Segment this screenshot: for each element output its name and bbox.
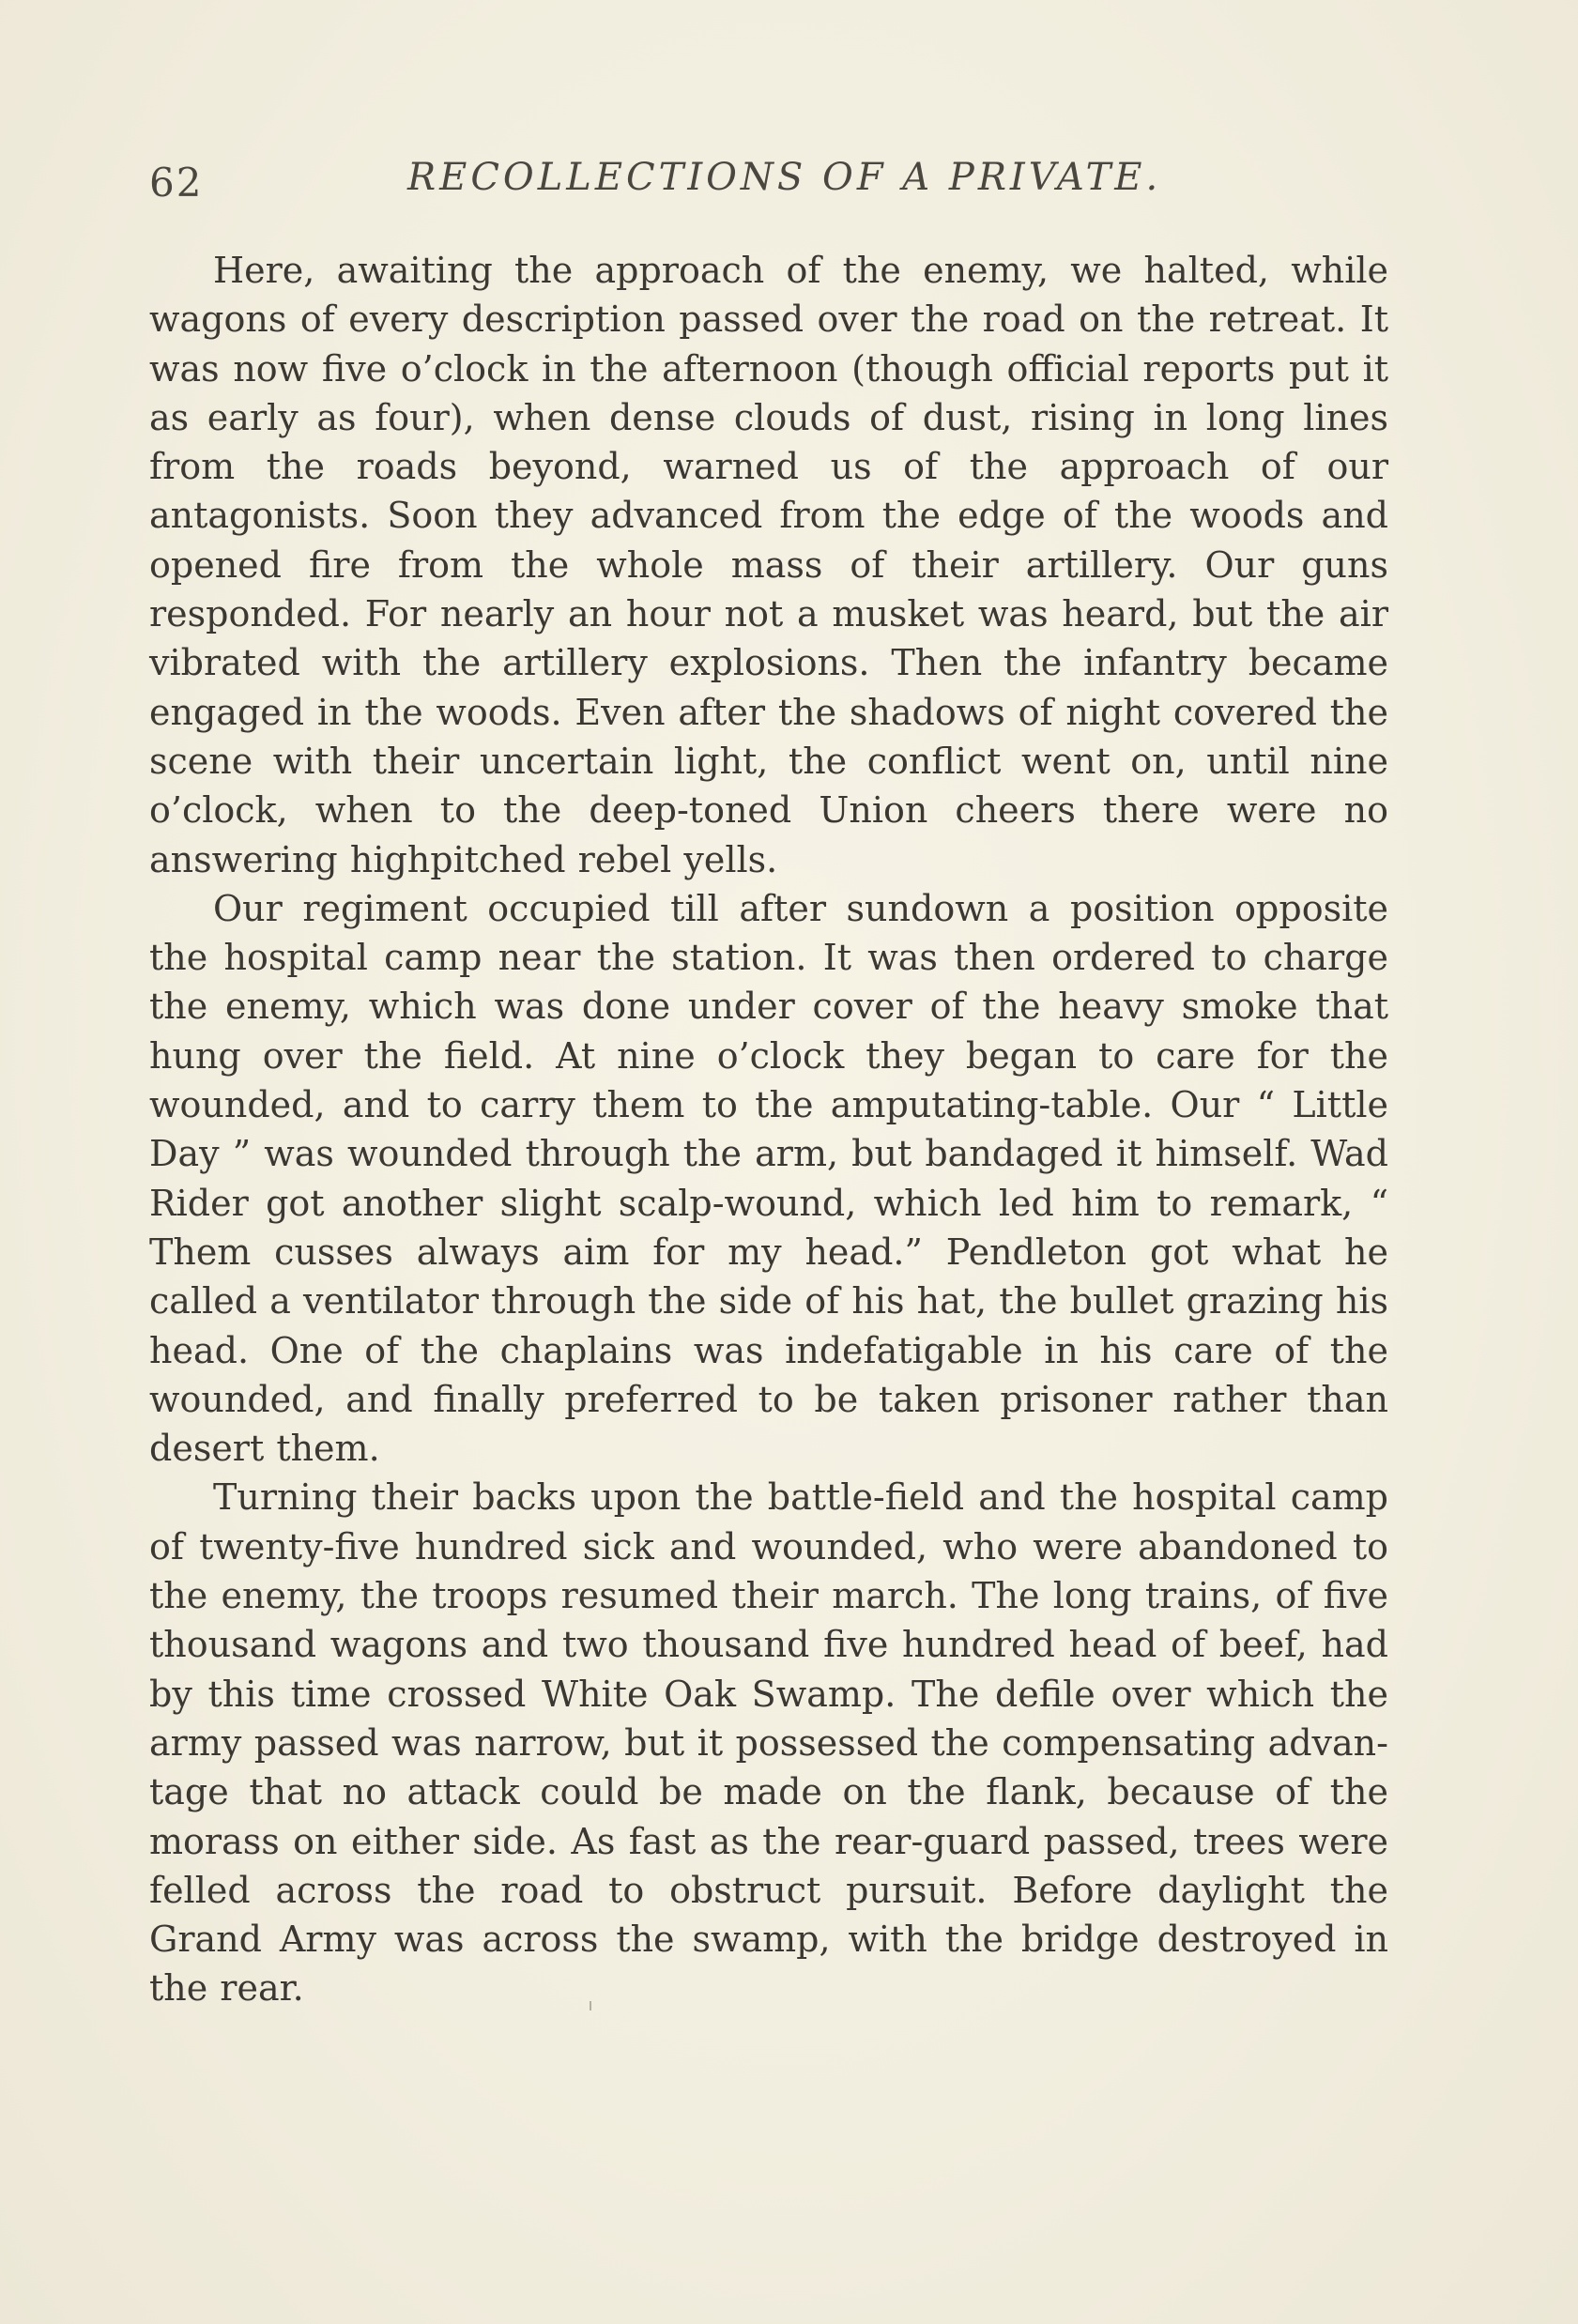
page-header — [149, 152, 1393, 208]
paragraph: Turning their backs upon the battle-field and the hospital camp of twenty-five hundred sick and wounded, who were abandoned to the enemy, the troops resumed their march. The long trains, of five thousand wagons and two thousand five hundred head of beef, had by this time crossed White Oak Swamp. The defile over which the army passed was narrow, but it possessed the compensating advantage that no attack could be made on the flank, because of the morass on either side. As fast as the rear-guard passed, trees were felled across the road to obstruct pursuit. Before daylight the Grand Army was across the swamp, with the bridge destroyed in the rear. — [149, 1476, 1388, 2010]
body-text — [149, 246, 1388, 2013]
paragraph: Our regiment occupied till after sundown a position opposite the hospital camp near the station. It was then ordered to charge the enemy, which was done under cover of the heavy smoke that hung over the field. At nine o’clock they began to care for the wounded, and to carry them to the amputating-table. Our “ Little Day ” was wounded through the arm, but bandaged it himself. Wad Rider got another slight scalp-wound, which led him to remark, “ Them cusses always aim for my head.” Pendleton got what he called a ventilator through the side of his hat, the bullet grazing his head. One of the chaplains was indefatigable in his care of the wounded, and finally preferred to be taken prisoner rather than desert them. — [149, 887, 1388, 1470]
running-title: RECOLLECTIONS OF A PRIVATE. — [407, 156, 1162, 199]
page-number: 62 — [149, 160, 204, 206]
paragraph: Here, awaiting the approach of the enemy, we halted, while wagons of every description passed over the road on the retreat. It was now five o’clock in the afternoon (though official reports put it as early as four), when dense clouds of dust, rising in long lines from the roads beyond, warned us of the approach of our antagonists. Soon they advanced from the edge of the woods and opened fire from the whole mass of their artillery. Our guns responded. For nearly an hour not a musket was heard, but the air vibrated with the artillery explosions. Then the infantry became engaged in the woods. Even after the shadows of night covered the scene with their uncertain light, the conflict went on, until nine o’clock, when to the deep-toned Union cheers there were no answering highpitched rebel yells. — [149, 250, 1388, 880]
stray-print-mark — [590, 2001, 591, 2011]
